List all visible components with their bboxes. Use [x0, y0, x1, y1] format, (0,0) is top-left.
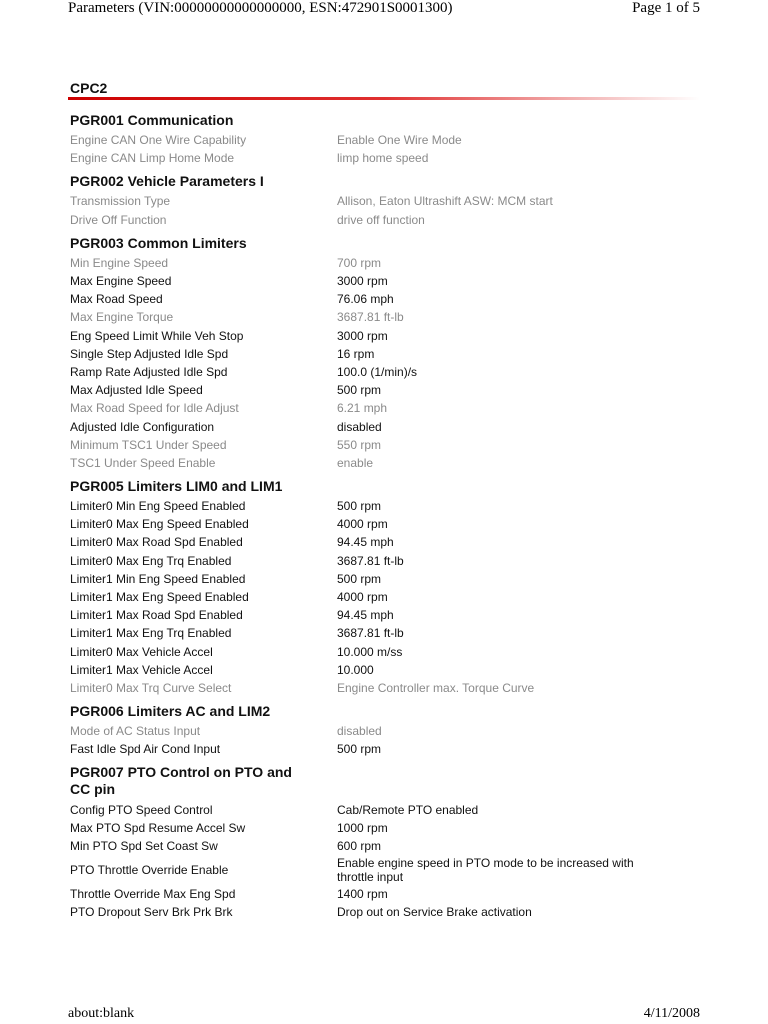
- print-footer: [0, 1006, 768, 1024]
- parameter-label: Engine CAN One Wire Capability: [70, 133, 247, 148]
- parameter-row: [0, 192, 768, 210]
- print-footer-date: 4/11/2008: [643, 1006, 700, 1021]
- parameter-group: [0, 764, 768, 921]
- parameter-value: 100.0 (1/min)/s: [337, 364, 418, 379]
- parameter-value: 600 rpm: [337, 838, 382, 853]
- parameter-row: [0, 131, 768, 149]
- parameter-label: Single Step Adjusted Idle Spd: [70, 346, 229, 361]
- parameter-value: disabled: [337, 419, 382, 434]
- parameter-label: Max Engine Speed: [70, 274, 172, 289]
- parameter-value: Enable One Wire Mode: [337, 133, 462, 148]
- group-title: PGR003 Common Limiters: [70, 234, 247, 251]
- parameter-label: PTO Dropout Serv Brk Prk Brk: [70, 905, 233, 920]
- print-header: [0, 0, 768, 22]
- parameter-label: Limiter1 Max Vehicle Accel: [70, 662, 213, 677]
- parameter-row: [0, 740, 768, 758]
- document-title: CPC2: [70, 80, 108, 96]
- parameter-value: 16 rpm: [337, 346, 375, 361]
- parameter-row: [0, 290, 768, 308]
- group-title: PGR005 Limiters LIM0 and LIM1: [70, 478, 283, 494]
- parameter-label: Mode of AC Status Input: [70, 724, 201, 739]
- parameter-row: [0, 399, 768, 417]
- parameter-list: [0, 112, 768, 927]
- parameter-label: Eng Speed Limit While Veh Stop: [70, 328, 244, 343]
- parameter-row: [0, 722, 768, 740]
- parameter-value: 4000 rpm: [337, 517, 388, 532]
- parameter-label: PTO Throttle Override Enable: [70, 863, 229, 877]
- parameter-row: [0, 497, 768, 515]
- parameter-group: [0, 478, 768, 697]
- parameter-value: 500 rpm: [337, 499, 382, 514]
- parameter-label: Min Engine Speed: [70, 255, 169, 270]
- parameter-value: 550 rpm: [337, 437, 382, 452]
- parameter-row: [0, 381, 768, 399]
- parameter-label: Transmission Type: [70, 194, 171, 209]
- parameter-value: 6.21 mph: [337, 401, 388, 416]
- parameter-label: Drive Off Function: [70, 212, 167, 227]
- group-title: PGR002 Vehicle Parameters I: [70, 173, 264, 190]
- parameter-row: [0, 837, 768, 855]
- title-divider: [68, 97, 700, 100]
- parameter-value: 700 rpm: [337, 255, 382, 270]
- parameter-label: Min PTO Spd Set Coast Sw: [70, 838, 218, 853]
- group-title: PGR007 PTO Control on PTO and CC pin: [70, 764, 292, 798]
- parameter-row: [0, 272, 768, 290]
- parameter-value: Cab/Remote PTO enabled: [337, 802, 479, 817]
- parameter-label: Max Road Speed: [70, 292, 163, 307]
- parameter-value: 3687.81 ft-lb: [337, 553, 404, 568]
- parameter-value: 94.45 mph: [337, 608, 394, 623]
- parameter-row: [0, 588, 768, 606]
- parameter-group: [0, 235, 768, 472]
- parameter-row: [0, 363, 768, 381]
- parameter-label: Engine CAN Limp Home Mode: [70, 151, 235, 166]
- parameter-row: [0, 885, 768, 903]
- parameter-label: Limiter0 Max Road Spd Enabled: [70, 535, 243, 550]
- parameter-value: 94.45 mph: [337, 535, 394, 550]
- parameter-row: [0, 211, 768, 229]
- parameter-group: [0, 173, 768, 228]
- parameter-label: Limiter0 Max Trq Curve Select: [70, 680, 232, 695]
- parameter-label: Limiter1 Max Eng Speed Enabled: [70, 590, 249, 605]
- parameter-value: drive off function: [337, 212, 425, 227]
- parameter-row: [0, 570, 768, 588]
- parameter-row: [0, 533, 768, 551]
- parameter-value: 10.000: [337, 662, 374, 677]
- parameter-value: 10.000 m/ss: [337, 644, 403, 659]
- parameter-label: Limiter0 Max Vehicle Accel: [70, 644, 213, 659]
- parameter-row: [0, 417, 768, 435]
- parameter-label: Limiter1 Max Eng Trq Enabled: [70, 626, 232, 641]
- parameter-row: [0, 679, 768, 697]
- parameter-row: [0, 643, 768, 661]
- parameter-label: Max Engine Torque: [70, 310, 174, 325]
- parameter-row: [0, 661, 768, 679]
- parameter-label: Minimum TSC1 Under Speed: [70, 437, 227, 452]
- parameter-value: 500 rpm: [337, 742, 382, 757]
- parameter-label: Limiter0 Max Eng Speed Enabled: [70, 517, 249, 532]
- parameter-row: [0, 624, 768, 642]
- parameter-label: Config PTO Speed Control: [70, 802, 213, 817]
- parameter-row: [0, 552, 768, 570]
- parameter-row: [0, 855, 768, 885]
- parameter-row: [0, 515, 768, 533]
- parameter-value: 500 rpm: [337, 383, 382, 398]
- parameter-row: [0, 800, 768, 818]
- parameter-value: 4000 rpm: [337, 590, 388, 605]
- group-title: PGR001 Communication: [70, 112, 234, 128]
- parameter-row: [0, 454, 768, 472]
- parameter-label: TSC1 Under Speed Enable: [70, 455, 216, 470]
- parameter-row: [0, 308, 768, 326]
- parameter-label: Max Road Speed for Idle Adjust: [70, 401, 239, 416]
- parameter-value: disabled: [337, 724, 382, 739]
- parameter-value: 1000 rpm: [337, 820, 388, 835]
- parameter-label: Ramp Rate Adjusted Idle Spd: [70, 364, 228, 379]
- parameter-group: [0, 703, 768, 758]
- parameter-value: 1400 rpm: [337, 887, 388, 902]
- parameter-row: [0, 903, 768, 921]
- parameter-label: Throttle Override Max Eng Spd: [70, 887, 236, 902]
- parameter-value: 3000 rpm: [337, 328, 388, 343]
- parameter-row: [0, 345, 768, 363]
- parameter-value: 500 rpm: [337, 571, 382, 586]
- parameter-label: Limiter1 Min Eng Speed Enabled: [70, 571, 246, 586]
- parameter-row: [0, 819, 768, 837]
- group-title: PGR006 Limiters AC and LIM2: [70, 703, 271, 720]
- print-header-title: Parameters (VIN:00000000000000000, ESN:472901S0001300): [68, 0, 453, 16]
- parameter-label: Limiter0 Min Eng Speed Enabled: [70, 499, 246, 514]
- parameter-row: [0, 149, 768, 167]
- parameter-value: Drop out on Service Brake activation: [337, 905, 532, 920]
- parameter-value: enable: [337, 455, 374, 470]
- parameter-value: 3687.81 ft-lb: [337, 626, 404, 641]
- print-footer-url: about:blank: [68, 1006, 135, 1021]
- parameter-value: Enable engine speed in PTO mode to be increased with throttle input: [337, 856, 634, 884]
- parameter-row: [0, 436, 768, 454]
- parameter-value: 76.06 mph: [337, 292, 394, 307]
- print-header-page-number: Page 1 of 5: [632, 0, 700, 16]
- parameter-label: Limiter0 Max Eng Trq Enabled: [70, 553, 232, 568]
- parameter-value: limp home speed: [337, 151, 429, 166]
- parameter-group: [0, 112, 768, 167]
- parameter-label: Adjusted Idle Configuration: [70, 419, 215, 434]
- parameter-row: [0, 254, 768, 272]
- parameter-row: [0, 606, 768, 624]
- parameter-label: Fast Idle Spd Air Cond Input: [70, 742, 221, 757]
- parameter-value: 3000 rpm: [337, 274, 388, 289]
- parameter-label: Max PTO Spd Resume Accel Sw: [70, 820, 246, 835]
- parameter-value: 3687.81 ft-lb: [337, 310, 404, 325]
- parameter-label: Limiter1 Max Road Spd Enabled: [70, 608, 243, 623]
- parameter-value: Engine Controller max. Torque Curve: [337, 680, 535, 695]
- parameter-label: Max Adjusted Idle Speed: [70, 383, 203, 398]
- parameter-value: Allison, Eaton Ultrashift ASW: MCM start: [337, 194, 553, 209]
- parameter-row: [0, 327, 768, 345]
